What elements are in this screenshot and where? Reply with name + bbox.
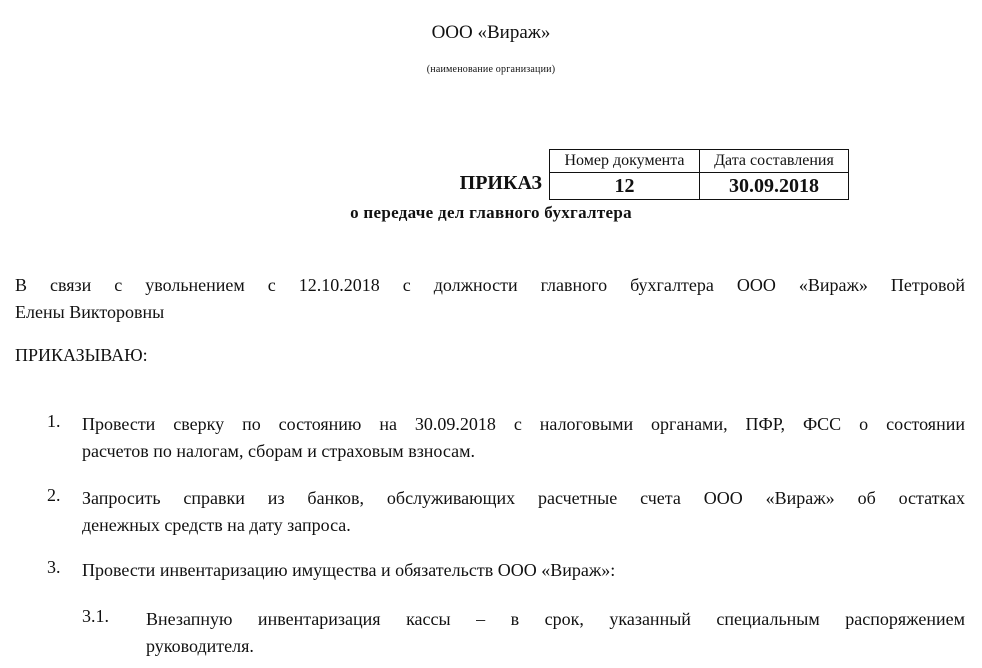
intro-paragraph <box>15 272 965 326</box>
order-verb: ПРИКАЗЫВАЮ: <box>15 345 148 365</box>
list-item-number: 1. <box>47 411 61 431</box>
list-item-line: Провести сверку по состоянию на 30.09.2018 с налоговыми органами, ПФР, ФСС о состоянии <box>82 414 965 434</box>
organization-name: ООО «Вираж» <box>431 22 551 43</box>
sublist-item-line: Внезапную инвентаризация кассы – в срок, указанный специальным распоряжением <box>146 609 965 629</box>
header-creation-date: Дата составления <box>700 150 849 173</box>
list-item-line: денежных средств на дату запроса. <box>82 515 351 535</box>
table-header-row <box>550 150 849 173</box>
paragraph-line: Елены Викторовны <box>15 302 165 322</box>
list-item <box>82 485 965 539</box>
list-item-line: Запросить справки из банков, обслуживающих расчетные счета ООО «Вираж» об остатках <box>82 488 965 508</box>
list-item <box>82 411 965 465</box>
organization-caption: (наименование организации) <box>426 64 556 75</box>
header-document-number: Номер документа <box>550 150 700 173</box>
paragraph-line: В связи с увольнением с 12.10.2018 с должности главного бухгалтера ООО «Вираж» Петровой <box>15 275 965 295</box>
list-item-line: Провести инвентаризацию имущества и обязательств ООО «Вираж»: <box>82 560 616 580</box>
document-info-table <box>549 149 849 200</box>
list-item <box>82 557 965 584</box>
sublist-item-number: 3.1. <box>82 606 109 626</box>
sublist-item <box>146 606 965 660</box>
creation-date-value: 30.09.2018 <box>700 173 849 200</box>
list-item-number: 3. <box>47 557 61 577</box>
order-title: ПРИКАЗ <box>459 172 542 194</box>
document-number-value: 12 <box>550 173 700 200</box>
sublist-item-line: руководителя. <box>146 636 254 656</box>
list-item-line: расчетов по налогам, сборам и страховым взносам. <box>82 441 475 461</box>
table-value-row <box>550 173 849 200</box>
list-item-number: 2. <box>47 485 61 505</box>
order-subtitle: о передаче дел главного бухгалтера <box>350 203 632 222</box>
